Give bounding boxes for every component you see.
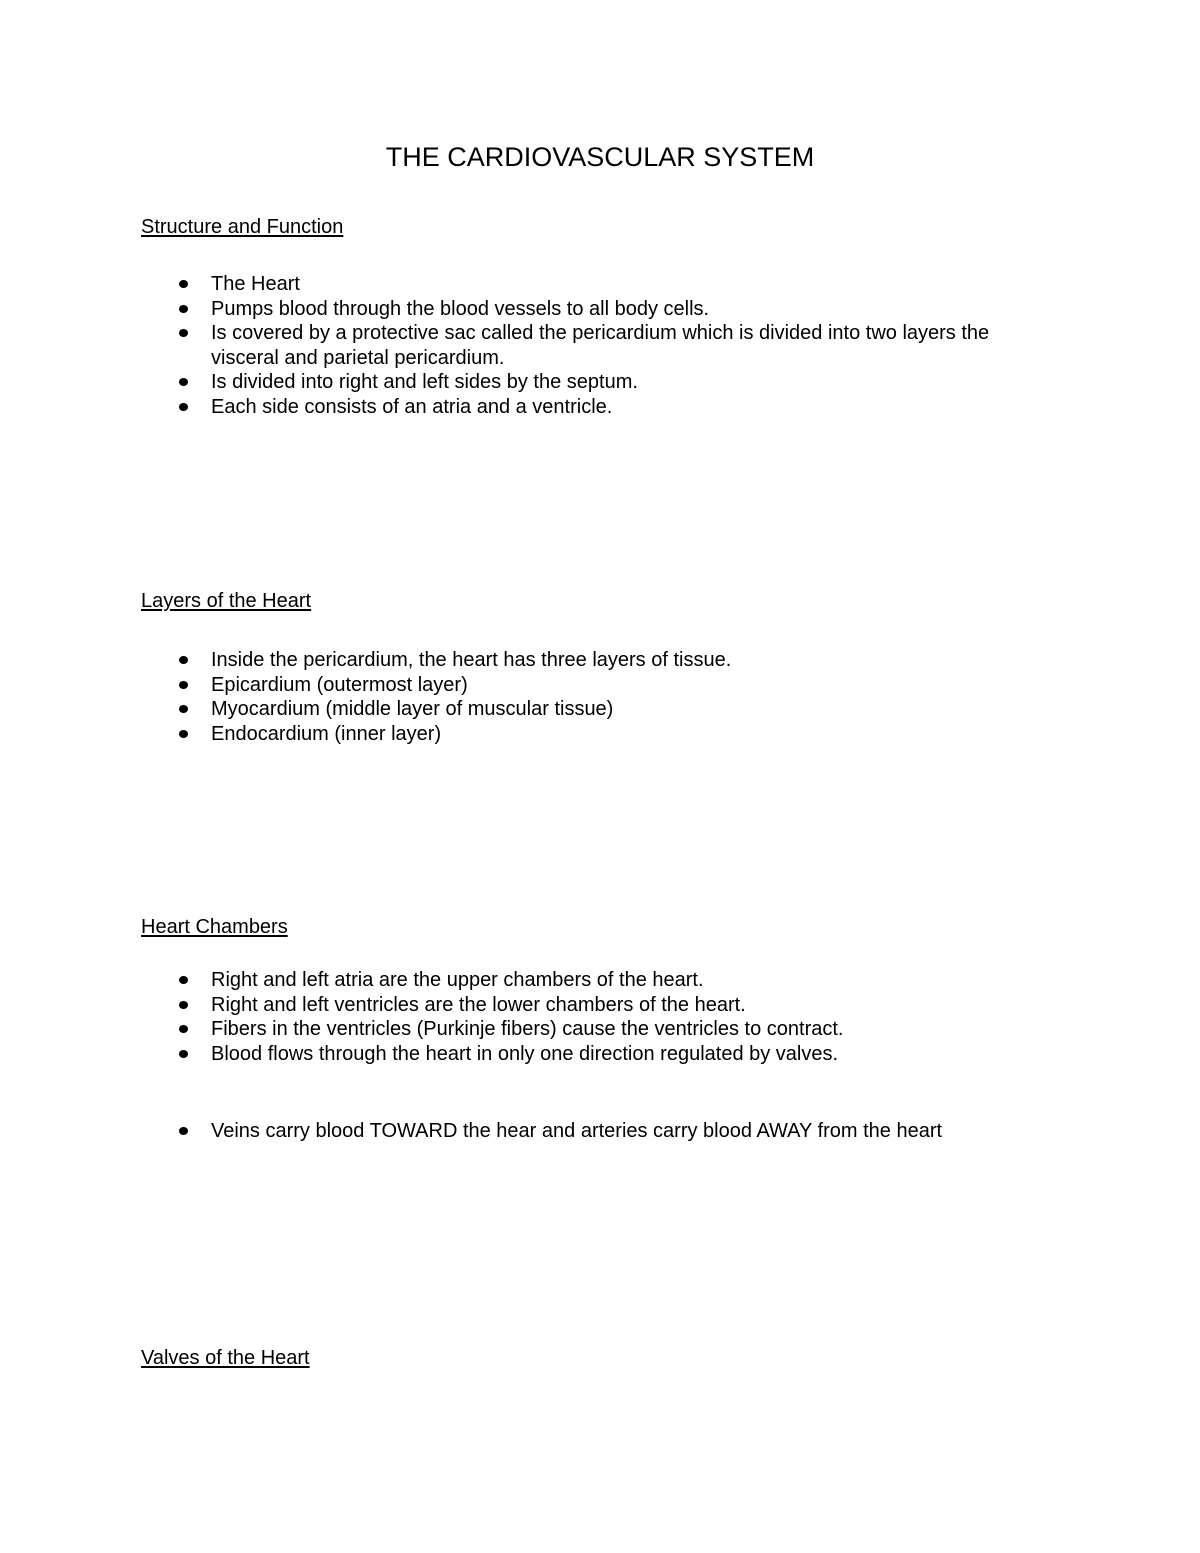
section-heading-structure-and-function: Structure and Function — [141, 216, 344, 238]
bullet-icon — [179, 1050, 188, 1058]
bullet-icon — [179, 681, 188, 689]
section-heading-valves-of-the-heart: Valves of the Heart — [141, 1347, 310, 1369]
section-heading-heart-chambers: Heart Chambers — [141, 916, 288, 938]
list-item: The Heart — [0, 272, 1061, 297]
bullet-icon — [179, 329, 188, 337]
list-item: Is divided into right and left sides by the septum. — [0, 370, 1061, 395]
bullet-icon — [179, 280, 188, 288]
list-item: Inside the pericardium, the heart has three layers of tissue. — [0, 648, 1061, 673]
list-item: Myocardium (middle layer of muscular tissue) — [0, 697, 1061, 722]
list-item: Endocardium (inner layer) — [0, 722, 1061, 747]
bullet-icon — [179, 656, 188, 664]
section-heading-layers-of-the-heart: Layers of the Heart — [141, 590, 312, 612]
bullet-icon — [179, 976, 188, 984]
list-item: Each side consists of an atria and a ventricle. — [0, 395, 1061, 420]
list-item: Blood flows through the heart in only one direction regulated by valves. — [0, 1042, 1061, 1067]
list-item: Pumps blood through the blood vessels to all body cells. — [0, 297, 1061, 322]
document-title: THE CARDIOVASCULAR SYSTEM — [385, 142, 815, 172]
bullet-icon — [179, 378, 188, 386]
list-item: Epicardium (outermost layer) — [0, 673, 1061, 698]
section-list-heart-chambers — [0, 968, 1061, 1144]
bullet-icon — [179, 305, 188, 313]
bullet-icon — [179, 730, 188, 738]
bullet-icon — [179, 1025, 188, 1033]
list-item: Right and left atria are the upper chambers of the heart. — [0, 968, 1061, 993]
list-item: Fibers in the ventricles (Purkinje fibers) cause the ventricles to contract. — [0, 1017, 1061, 1042]
bullet-icon — [179, 403, 188, 411]
list-item: Right and left ventricles are the lower chambers of the heart. — [0, 993, 1061, 1018]
section-list-structure-and-function — [0, 272, 1061, 419]
list-item: Veins carry blood TOWARD the hear and arteries carry blood AWAY from the heart — [0, 1119, 1061, 1144]
bullet-icon — [179, 705, 188, 713]
section-list-layers-of-the-heart — [0, 648, 1061, 746]
bullet-icon — [179, 1127, 188, 1135]
bullet-icon — [179, 1001, 188, 1009]
list-item: Is covered by a protective sac called the pericardium which is divided into two layers the visceral and parietal pericardium. — [0, 321, 1061, 370]
